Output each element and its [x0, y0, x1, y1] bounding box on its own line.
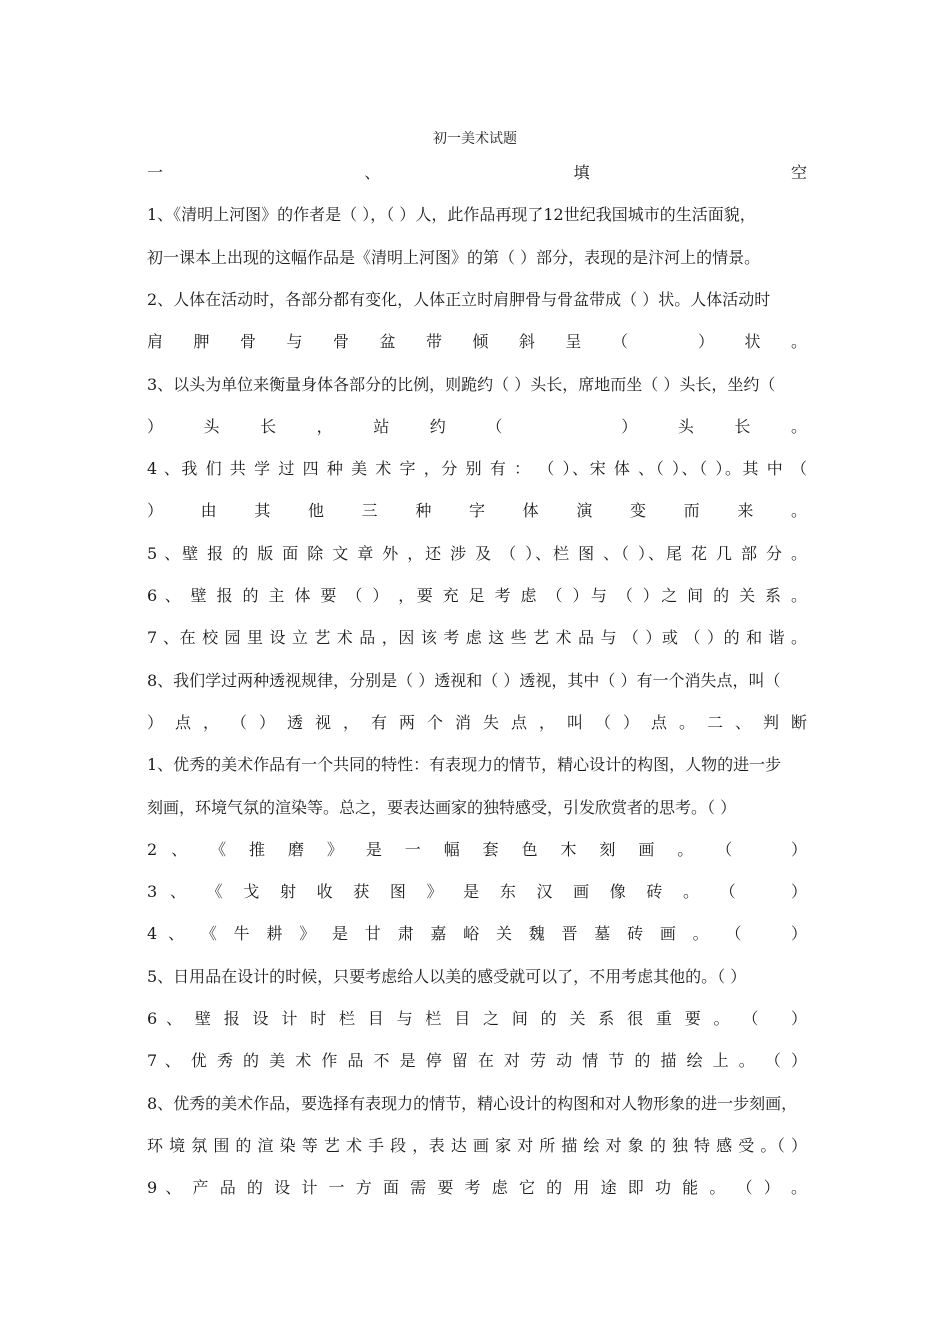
- text-line: ） 由 其 他 三 种 字 体 演 变 而 来 。: [147, 501, 807, 520]
- text-line: ） 头 长 ， 站 约 （ ） 头 长 。: [147, 417, 807, 436]
- text-line: 6 、 壁 报 的 主 体 要 （ ） ，要 充 足 考 虑 （ ）与 （ ）之 间 的 关 系 。: [147, 586, 807, 605]
- text-line: 1、优秀的美术作品有一个共同的特性：有表现力的情节，精心设计的构图，人物的进一步: [147, 755, 782, 774]
- text-line: 肩 胛 骨 与 骨 盆 带 倾 斜 呈 （ ） 状 。: [147, 332, 807, 351]
- text-line: 一 、 填 空: [147, 163, 807, 182]
- text-line: 8、优秀的美术作品，要选择有表现力的情节，精心设计的构图和对人物形象的进一步刻画，: [147, 1094, 798, 1113]
- text-line: 刻画，环境气氛的渲染等。总之，要表达画家的独特感受，引发欣赏者的思考。（ ）: [147, 798, 737, 817]
- text-line: 9 、 产 品 的 设 计 一 方 面 需 要 考 虑 它 的 用 途 即 功 能 。 （ ） 。: [147, 1178, 807, 1197]
- text-line: 3、以头为单位来衡量身体各部分的比例，则跪约（ ）头长，席地而坐（ ）头长，坐约（: [147, 375, 776, 394]
- text-line: 1、《清明上河图》的作者是（ ），（ ）人，此作品再现了12世纪我国城市的生活面貌，: [147, 205, 756, 224]
- text-line: ） 点 ， （ ） 透 视 ， 有 两 个 消 失 点 ， 叫 （ ） 点 。 二 、 判 断: [147, 713, 807, 732]
- text-line: 6 、 壁 报 设 计 时 栏 目 与 栏 目 之 间 的 关 系 很 重 要 。 （ ）: [147, 1009, 807, 1028]
- text-line: 环 境 氛 围 的 渲 染 等 艺 术 手 段 ，表 达 画 家 对 所 描 绘 对 象 的 独 特 感 受 。（ ）: [147, 1136, 807, 1155]
- text-line: 2 、 《 推 磨 》 是 一 幅 套 色 木 刻 画 。 （ ）: [147, 840, 807, 859]
- text-line: 初一课本上出现的这幅作品是《清明上河图》的第（ ）部分，表现的是汴河上的情景。: [147, 248, 761, 267]
- text-line: 5、日用品在设计的时候，只要考虑给人以美的感受就可以了，不用考虑其他的。（ ）: [147, 967, 747, 986]
- text-line: 5 、壁 报 的 版 面 除 文 章 外 ，还 涉 及 （ ）、栏 图 、（ ）、尾 花 几 部 分 。: [147, 544, 807, 563]
- text-line: 8、我们学过两种透视规律，分别是（ ）透视和（ ）透视，其中（ ）有一个消失点，叫（: [147, 671, 781, 690]
- text-line: 4 、 《 牛 耕 》 是 甘 肃 嘉 峪 关 魏 晋 墓 砖 画 。 （ ）: [147, 924, 807, 943]
- text-line: 3 、 《 戈 射 收 获 图 》 是 东 汉 画 像 砖 。 （ ）: [147, 882, 807, 901]
- text-line: 2、人体在活动时，各部分都有变化，人体正立时肩胛骨与骨盆带成（ ）状。人体活动时: [147, 290, 771, 309]
- text-line: 4 、我 们 共 学 过 四 种 美 术 字 ，分 别 有 ： （ ）、宋 体 、（ ）、（ ）。其 中 （: [147, 459, 807, 478]
- page-title: 初一美术试题: [433, 131, 517, 147]
- text-line: 7 、 优 秀 的 美 术 作 品 不 是 停 留 在 对 劳 动 情 节 的 描 绘 上 。 （ ）: [147, 1051, 807, 1070]
- text-line: 7 、在 校 园 里 设 立 艺 术 品 ，因 该 考 虑 这 些 艺 术 品 与 （ ）或 （ ）的 和 谐 。: [147, 628, 807, 647]
